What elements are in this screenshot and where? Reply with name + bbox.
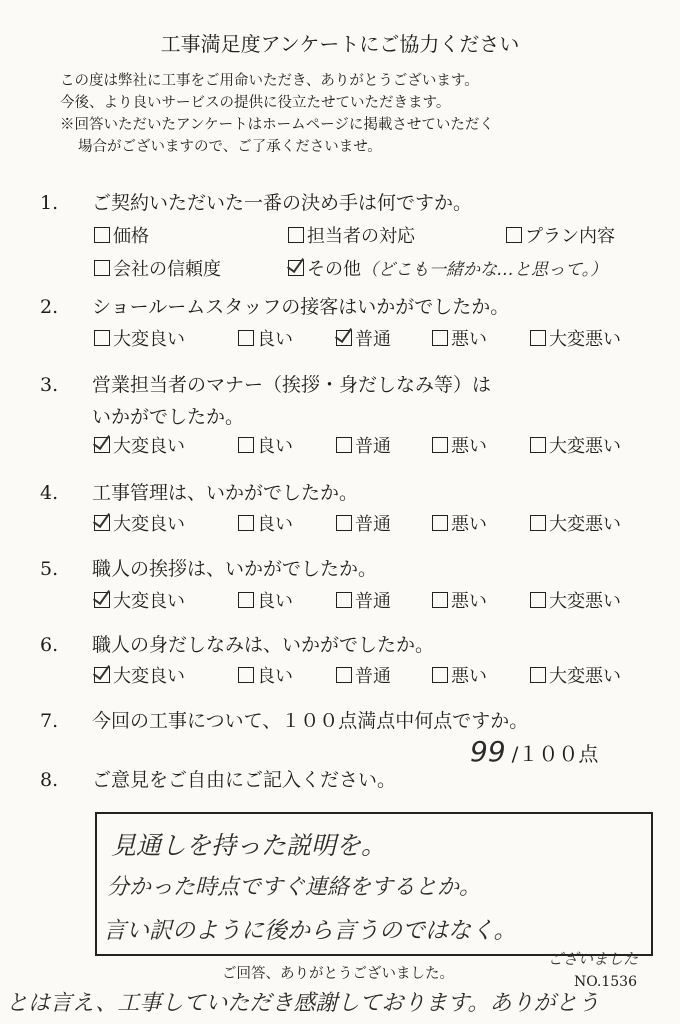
option-label: 良い xyxy=(257,666,293,687)
question-number: 1. xyxy=(40,192,59,214)
intro-text xyxy=(60,70,494,158)
checkbox[interactable] xyxy=(432,437,448,453)
question-1 xyxy=(40,188,472,215)
rating-option[interactable] xyxy=(336,510,391,536)
question-text: 工事管理は、いかがでしたか。 xyxy=(92,482,359,504)
option-label: 悪い xyxy=(451,666,487,687)
option-label: 担当者の対応 xyxy=(307,226,415,247)
checkbox[interactable] xyxy=(530,437,546,453)
checkbox[interactable] xyxy=(288,227,304,243)
question-text: 今回の工事について、１００点満点中何点ですか。 xyxy=(92,710,529,732)
option-staff-response[interactable] xyxy=(288,222,415,248)
checkbox-checked[interactable] xyxy=(94,437,110,453)
option-price[interactable] xyxy=(94,222,149,248)
checkbox[interactable] xyxy=(336,515,352,531)
comment-line: 見通しを持った説明を。 xyxy=(111,831,387,860)
checkbox[interactable] xyxy=(506,227,522,243)
question-4 xyxy=(40,478,358,505)
question-3-continued: いかがでしたか。 xyxy=(92,406,245,428)
option-label: 大変良い xyxy=(113,514,185,535)
other-handwritten-note: （どこも一緒かな…と思って。） xyxy=(361,260,608,280)
checkbox[interactable] xyxy=(432,330,448,346)
comment-box[interactable] xyxy=(95,812,653,956)
checkbox[interactable] xyxy=(530,667,546,683)
rating-option[interactable] xyxy=(336,432,391,458)
option-label: 普通 xyxy=(355,666,391,687)
survey-title: 工事満足度アンケートにご協力ください xyxy=(160,32,520,56)
option-label: 普通 xyxy=(355,591,391,612)
checkbox-checked[interactable] xyxy=(94,667,110,683)
checkbox[interactable] xyxy=(530,515,546,531)
option-label: 良い xyxy=(257,591,293,612)
question-text: 職人の挨拶は、いかがでしたか。 xyxy=(92,558,378,580)
rating-option[interactable] xyxy=(530,587,621,613)
option-label: 大変良い xyxy=(113,436,185,457)
question-3 xyxy=(40,370,491,397)
rating-option[interactable] xyxy=(432,325,487,351)
rating-option[interactable] xyxy=(94,587,185,613)
checkbox[interactable] xyxy=(94,260,110,276)
rating-option[interactable] xyxy=(238,432,293,458)
question-number: 7. xyxy=(40,710,59,732)
option-label: 大変悪い xyxy=(549,329,621,350)
intro-line: この度は弊社に工事をご用命いただき、ありがとうございます。 xyxy=(60,73,479,89)
checkbox[interactable] xyxy=(238,330,254,346)
rating-option[interactable] xyxy=(432,587,487,613)
rating-option[interactable] xyxy=(238,510,293,536)
corner-handwritten-note: ございました xyxy=(548,950,639,968)
rating-option[interactable] xyxy=(94,662,185,688)
option-label: 悪い xyxy=(451,329,487,350)
option-label: 悪い xyxy=(451,514,487,535)
option-plan[interactable] xyxy=(506,222,615,248)
option-label: 普通 xyxy=(355,436,391,457)
rating-option[interactable] xyxy=(238,587,293,613)
option-label: 良い xyxy=(257,436,293,457)
checkbox[interactable] xyxy=(238,667,254,683)
option-label: 大変悪い xyxy=(549,436,621,457)
question-text: ショールームスタッフの接客はいかがでしたか。 xyxy=(92,296,510,318)
rating-option[interactable] xyxy=(336,662,391,688)
checkbox[interactable] xyxy=(530,330,546,346)
option-label: 会社の信頼度 xyxy=(113,259,221,280)
rating-option[interactable] xyxy=(94,432,185,458)
option-label: 価格 xyxy=(113,226,149,247)
option-label: 悪い xyxy=(451,436,487,457)
option-label: 大変良い xyxy=(113,666,185,687)
checkbox[interactable] xyxy=(336,667,352,683)
question-2 xyxy=(40,292,509,319)
checkbox-checked[interactable] xyxy=(288,260,304,276)
footer-handwritten-note: とは言え、工事していただき感謝しております。ありがとう xyxy=(6,991,600,1016)
question-number: 3. xyxy=(40,374,59,396)
question-text: 営業担当者のマナー（挨拶・身だしなみ等）は xyxy=(92,374,492,396)
intro-line: 場合がございますので、ご了承くださいませ。 xyxy=(78,139,382,155)
rating-option[interactable] xyxy=(432,662,487,688)
option-label: 大変悪い xyxy=(549,514,621,535)
option-label: 悪い xyxy=(451,591,487,612)
checkbox[interactable] xyxy=(432,667,448,683)
serial-number: NO.1536 xyxy=(574,974,637,990)
question-7 xyxy=(40,706,528,733)
option-label: 大変良い xyxy=(113,329,185,350)
option-label: 大変悪い xyxy=(549,591,621,612)
question-text: ご意見をご自由にご記入ください。 xyxy=(92,769,397,791)
rating-option[interactable] xyxy=(530,510,621,536)
question-number: 2. xyxy=(40,296,59,318)
question-number: 6. xyxy=(40,634,59,656)
rating-option[interactable] xyxy=(94,510,185,536)
rating-option[interactable] xyxy=(94,325,185,351)
question-5 xyxy=(40,554,377,581)
comment-line: 言い訳のように後から言うのではなく。 xyxy=(103,918,517,944)
rating-option[interactable] xyxy=(336,325,391,351)
checkbox[interactable] xyxy=(336,437,352,453)
checkbox[interactable] xyxy=(238,515,254,531)
checkbox[interactable] xyxy=(238,592,254,608)
option-label: 普通 xyxy=(355,514,391,535)
question-6 xyxy=(40,630,434,657)
option-label: 普通 xyxy=(355,329,391,350)
intro-line: ※回答いただいたアンケートはホームページに掲載させていただく xyxy=(60,117,494,133)
checkbox[interactable] xyxy=(94,330,110,346)
score-suffix: /１００点 xyxy=(511,742,599,766)
question-8 xyxy=(40,765,396,792)
checkbox-checked[interactable] xyxy=(94,515,110,531)
checkbox[interactable] xyxy=(432,515,448,531)
rating-option[interactable] xyxy=(238,662,293,688)
checkbox[interactable] xyxy=(238,437,254,453)
question-number: 5. xyxy=(40,558,59,580)
option-trust[interactable] xyxy=(94,255,221,281)
intro-line: 今後、より良いサービスの提供に役立たせていただきます。 xyxy=(60,95,451,111)
checkbox-checked[interactable] xyxy=(94,592,110,608)
checkbox[interactable] xyxy=(94,227,110,243)
rating-option[interactable] xyxy=(432,510,487,536)
score-handwritten: 99 xyxy=(470,735,506,768)
option-label: その他 xyxy=(307,259,361,280)
checkbox[interactable] xyxy=(432,592,448,608)
option-label: 良い xyxy=(257,329,293,350)
score-answer xyxy=(470,735,598,768)
checkbox[interactable] xyxy=(336,592,352,608)
question-number: 8. xyxy=(40,769,59,791)
rating-option[interactable] xyxy=(530,662,621,688)
rating-option[interactable] xyxy=(530,432,621,458)
question-text: 職人の身だしなみは、いかがでしたか。 xyxy=(92,634,435,656)
option-label: 良い xyxy=(257,514,293,535)
option-label: プラン内容 xyxy=(525,226,615,247)
comment-line: 分かった時点ですぐ連絡をするとか。 xyxy=(107,875,482,900)
thanks-text: ご回答、ありがとうございました。 xyxy=(222,966,454,982)
rating-option[interactable] xyxy=(238,325,293,351)
question-number: 4. xyxy=(40,482,59,504)
checkbox[interactable] xyxy=(530,592,546,608)
option-label: 大変良い xyxy=(113,591,185,612)
option-other[interactable] xyxy=(288,255,607,281)
checkbox-checked[interactable] xyxy=(336,330,352,346)
rating-option[interactable] xyxy=(336,587,391,613)
rating-option[interactable] xyxy=(432,432,487,458)
option-label: 大変悪い xyxy=(549,666,621,687)
rating-option[interactable] xyxy=(530,325,621,351)
question-text: ご契約いただいた一番の決め手は何ですか。 xyxy=(92,192,473,214)
